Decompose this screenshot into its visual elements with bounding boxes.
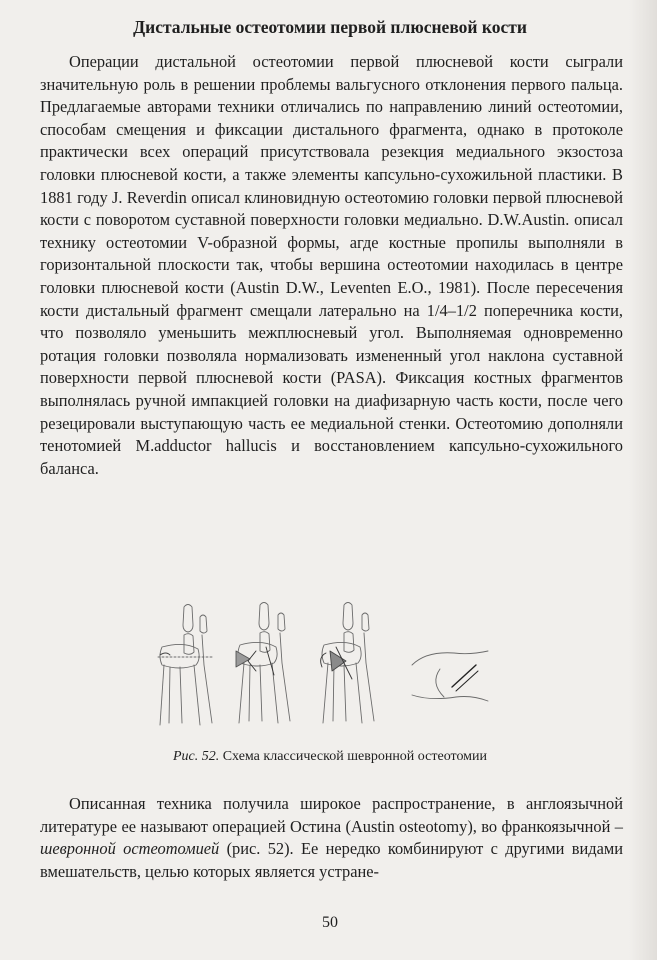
foot-sketch-2: [236, 603, 290, 724]
paragraph-austin-part2: (рис. 52). Ее нередко комбинируют с другими видами вмешательств, целью которых является устране-: [40, 839, 623, 881]
osteotomy-detail-sketch: [412, 651, 488, 701]
page-number: 50: [322, 914, 338, 931]
figure-label: Рис. 52.: [172, 749, 220, 764]
paragraph-intro: Операции дистальной остеотомии первой плюсневой кости сыграли значительную роль в решении проблемы вальгусного отклонения первого пальца. Предлагаемые авторами техники отличались по направлению линий остеотомии, способам смещения и фиксации дистального фрагмента, однако в протоколе практически всех операций присутствовала резекция медиального экзостоза головки плюсневой кости, а также элементы капсульно-сухожильной пластики. В 1881 году J. Reverdin описал клиновидную остеотомию головки первой плюсневой кости с поворотом суставной поверхности головки медиально. D.W.Austin. описал технику остеотомии V-образной формы, агде костные пропилы выполняли в горизонтальной плоскости так, чтобы вершина остеотомии находилась в центре головки плюсневой кости (Austin D.W., Leventen E.O., 1981). После пересечения кости дистальный фрагмент смещали латерально на 1/4–1/2 поперечника кости, что позволяло уменьшить межплюсневый угол. Выполняемая одновременно ротация головки позволяла нормализовать измененный угол наклона суставной поверхности первой плюсневой кости (PASA). Фиксация костных фрагментов выполнялась ручной импакцией головки на диафизарную часть кости, после чего резецировали выступающую часть ее медиальной стенки. Остеотомию дополняли тенотомией M.adductor hallucis и восстановлением капсульно-сухожильного баланса.: [40, 52, 623, 478]
figure-caption: [40, 748, 620, 766]
figure-caption-text: Схема классической шевронной остеотомии: [222, 749, 488, 764]
section-title: Дистальные остеотомии первой плюсневой кости: [133, 17, 527, 37]
paragraph-austin-part1: Описанная техника получила широкое распространение, в англоязычной литературе ее называют операцией Остина (Austin osteotomy), во франкоязычной –: [40, 794, 623, 836]
chevron-osteotomy-term: шевронной остеотомией: [40, 839, 220, 859]
scan-edge-shadow: [629, 0, 657, 960]
paragraph-austin: [40, 793, 623, 883]
foot-sketch-3: [321, 603, 374, 724]
foot-sketch-1: [158, 605, 212, 726]
figure-52-illustration: [140, 595, 530, 745]
